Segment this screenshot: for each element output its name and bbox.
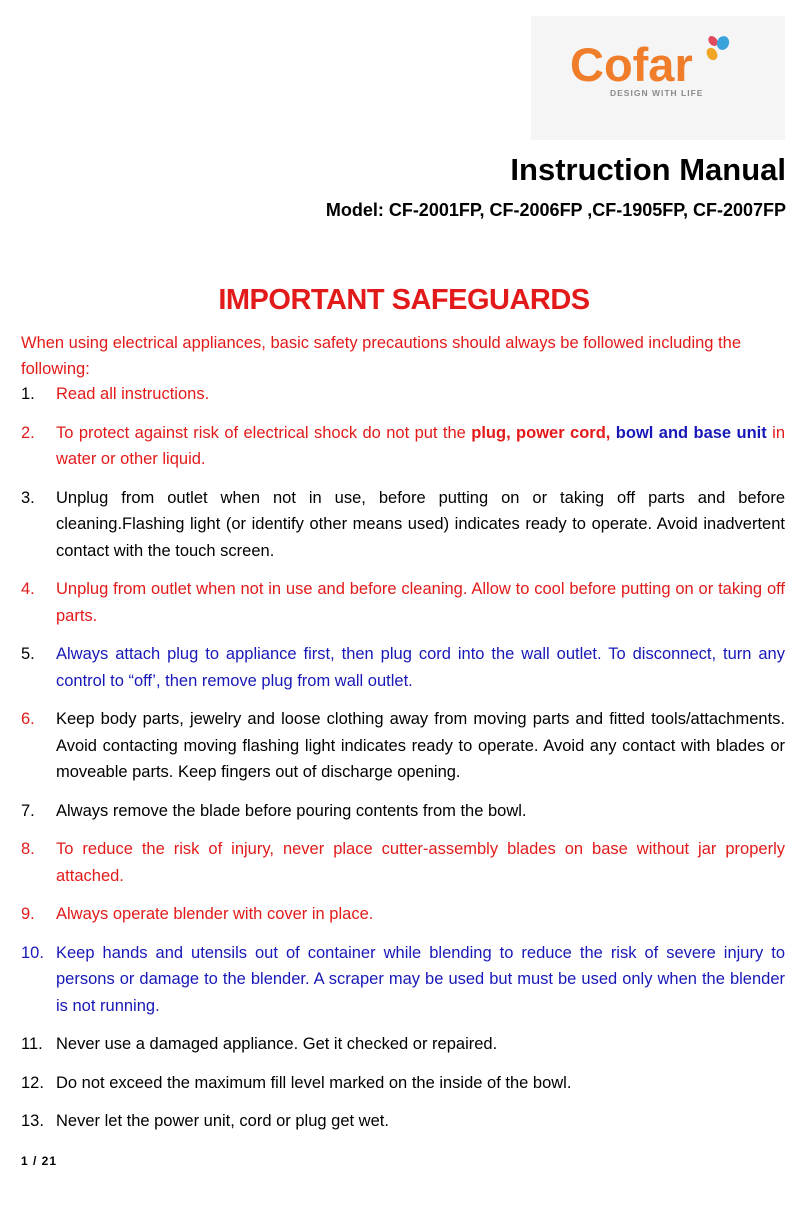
item-text: Unplug from outlet when not in use, before putting on or taking off parts and before cleaning.Flashing light (or identify other means used) indicates ready to operate. Avoid inadvertent contact with the touch screen. (56, 488, 785, 560)
item-text-bold-blue: bowl and base unit (615, 423, 767, 442)
item-text: Always remove the blade before pouring contents from the bowl. (56, 801, 527, 820)
logo-dot-yellow (704, 46, 719, 62)
item-text: Always operate blender with cover in place. (56, 905, 374, 923)
item-number: 1. (21, 385, 35, 403)
cofar-logo (568, 30, 738, 105)
item-number: 9. (21, 905, 35, 923)
safeguard-item (21, 576, 785, 629)
item-text: Unplug from outlet when not in use and before cleaning. Allow to cool before putting on or taking off parts. (56, 580, 785, 625)
safeguard-item (21, 381, 785, 408)
page-number: 1 / 21 (21, 1154, 58, 1168)
safeguard-item (21, 1031, 785, 1058)
logo-dot-blue (715, 34, 731, 51)
logo-brand-text: Cofar (570, 38, 693, 91)
safeguard-item (21, 1108, 785, 1135)
safeguard-item (21, 706, 785, 786)
safeguards-list (21, 381, 785, 1147)
document-title: Instruction Manual (510, 152, 786, 187)
safeguard-item (21, 798, 785, 825)
safeguard-item (21, 485, 785, 565)
safeguard-item (21, 1070, 785, 1097)
item-number: 6. (21, 710, 35, 728)
section-heading: IMPORTANT SAFEGUARDS (218, 284, 590, 316)
item-number: 5. (21, 645, 35, 663)
item-text: Never let the power unit, cord or plug get wet. (56, 1112, 389, 1130)
section-intro: When using electrical appliances, basic safety precautions should always be followed including the following: (21, 334, 741, 378)
safeguard-item (21, 901, 785, 928)
item-text: Keep hands and utensils out of container while blending to reduce the risk of severe injury to persons or damage to the blender. A scraper may be used but must be used only when the blender is not running. (56, 943, 785, 1015)
item-text: Read all instructions. (56, 385, 210, 403)
item-text: Do not exceed the maximum fill level marked on the inside of the bowl. (56, 1073, 572, 1092)
safeguard-item (21, 836, 785, 889)
item-text: Keep body parts, jewelry and loose clothing away from moving parts and fitted tools/attachments. Avoid contacting moving flashing light indicates ready to operate. Avoid any contact with blades or moveable parts. Keep fingers out of discharge opening. (56, 710, 785, 781)
item-text-bold-red: plug, power cord, (471, 423, 611, 442)
safeguard-item (21, 420, 785, 473)
item-number: 8. (21, 840, 35, 858)
item-text-part: To protect against risk of electrical shock do not put the (56, 423, 472, 442)
item-number: 3. (21, 488, 35, 507)
item-text: To reduce the risk of injury, never place cutter-assembly blades on base without jar properly attached. (56, 840, 785, 885)
logo-tagline-text: DESIGN WITH LIFE (610, 88, 704, 98)
item-number: 7. (21, 801, 35, 820)
item-number: 10. (21, 943, 44, 962)
safeguard-item (21, 940, 785, 1020)
item-number: 13. (21, 1112, 44, 1130)
item-text (56, 424, 785, 469)
document-model: Model: CF-2001FP, CF-2006FP ,CF-1905FP, CF-2007FP (325, 200, 786, 220)
item-number: 4. (21, 580, 35, 598)
item-number: 2. (21, 423, 35, 442)
item-text: Always attach plug to appliance first, then plug cord into the wall outlet. To disconnect, turn any control to “off’, then remove plug from wall outlet. (56, 645, 785, 690)
item-text: Never use a damaged appliance. Get it checked or repaired. (56, 1035, 498, 1053)
safeguard-item (21, 641, 785, 694)
item-number: 11. (21, 1035, 43, 1053)
item-number: 12. (21, 1073, 44, 1092)
item-text-part: in water or other liquid. (56, 423, 785, 468)
